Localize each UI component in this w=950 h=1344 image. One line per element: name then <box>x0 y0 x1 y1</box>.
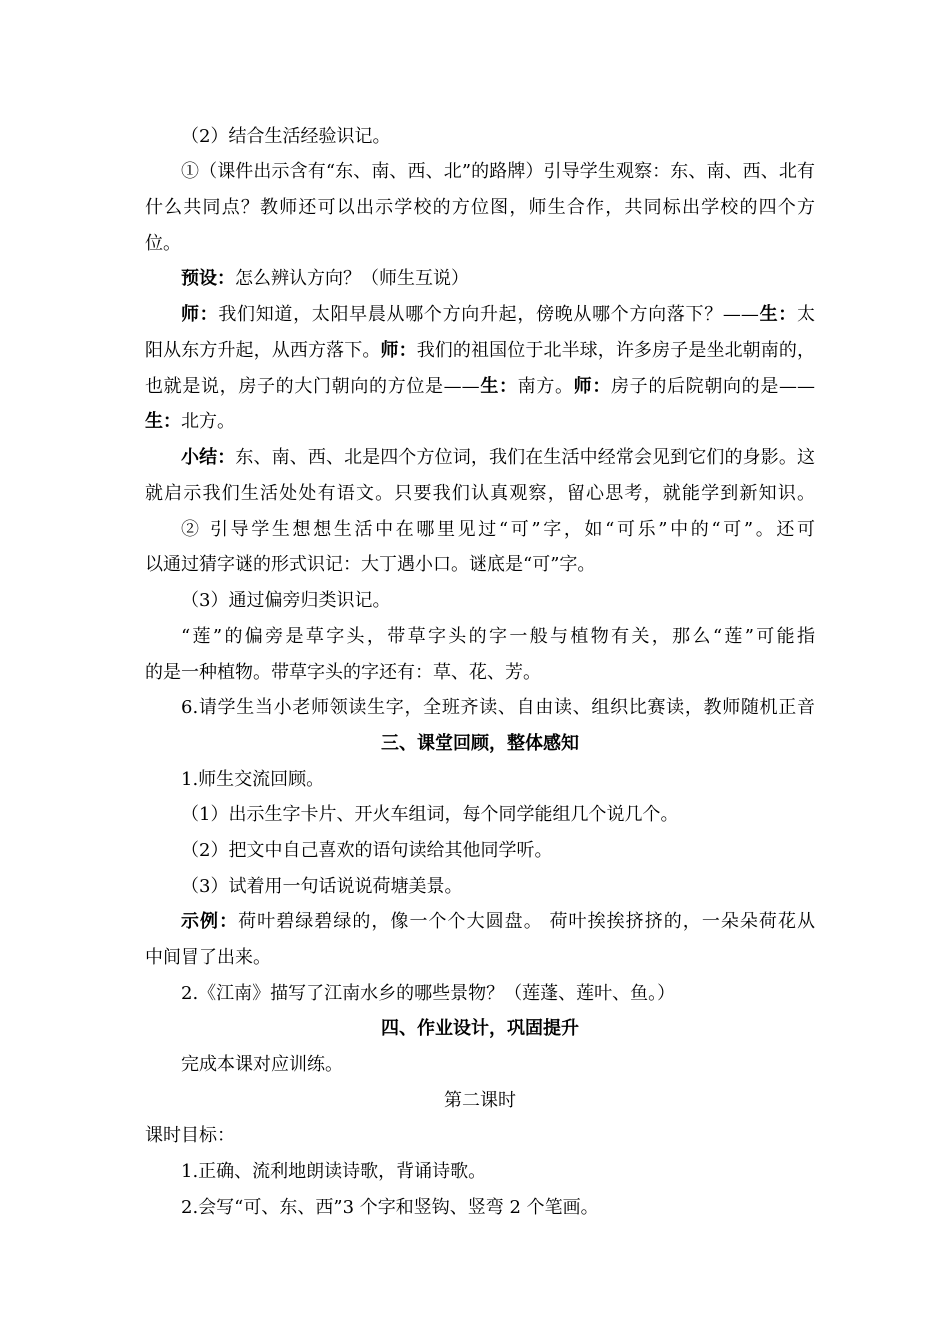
label-summary: 小结： <box>181 447 236 468</box>
paragraph-line: （1）出示生字卡片、开火车组词，每个同学能组几个说几个。 <box>181 804 679 825</box>
section-heading: 四、作业设计，巩固提升 <box>381 1018 579 1039</box>
dialogue-line: 阳从东方升起，从西方落下。师：我们的祖国位于北半球，许多房子是坐北朝南的， <box>145 340 816 361</box>
paragraph-line: 示例：荷叶碧绿碧绿的，像一个个大圆盘。 荷叶挨挨挤挤的，一朵朵荷花从 <box>181 911 816 932</box>
paragraph-line: 完成本课对应训练。 <box>181 1054 343 1075</box>
label-preset: 预设： <box>181 268 235 289</box>
dialogue-line: 师：我们知道，太阳早晨从哪个方向升起，傍晚从哪个方向落下？——生：太 <box>181 304 815 325</box>
label-teacher: 师： <box>380 340 417 361</box>
paragraph-line: 1.师生交流回顾。 <box>181 769 325 790</box>
paragraph-line: （2）把文中自己喜欢的语句读给其他同学听。 <box>181 840 553 861</box>
paragraph-line: 2.《江南》描写了江南水乡的哪些景物？（莲蓬、莲叶、鱼。） <box>181 983 676 1004</box>
lesson-heading: 第二课时 <box>444 1090 516 1111</box>
paragraph-line: 就启示我们生活处处有语文。只要我们认真观察，留心思考，就能学到新知识。 <box>145 483 815 504</box>
paragraph-line: ①（课件出示含有“东、南、西、北”的路牌）引导学生观察：东、南、西、北有 <box>181 161 815 182</box>
paragraph-line: 位。 <box>145 233 181 254</box>
paragraph-line: 1.正确、流利地朗读诗歌，背诵诗歌。 <box>181 1161 487 1182</box>
dialogue-line: 生：北方。 <box>145 411 235 432</box>
paragraph-line: （3）试着用一句话说说荷塘美景。 <box>181 876 463 897</box>
paragraph-line: 预设：怎么辨认方向？（师生互说） <box>181 268 469 289</box>
label-student: 生： <box>479 376 518 397</box>
paragraph-line: 中间冒了出来。 <box>145 947 271 968</box>
section-heading: 三、课堂回顾，整体感知 <box>381 733 579 754</box>
dialogue-line: 也就是说，房子的大门朝向的方位是——生：南方。师：房子的后院朝向的是—— <box>145 376 816 397</box>
paragraph-line: 6.请学生当小老师领读生字，全班齐读、自由读、组织比赛读，教师随机正音 <box>181 697 815 718</box>
paragraph-line: 2.会写“可、东、西”3 个字和竖钩、竖弯 2 个笔画。 <box>181 1197 599 1218</box>
paragraph-line: 课时目标： <box>145 1125 235 1146</box>
label-student: 生： <box>145 411 181 432</box>
label-example: 示例： <box>181 911 239 932</box>
label-teacher: 师： <box>573 376 612 397</box>
paragraph-line: 小结：东、南、西、北是四个方位词，我们在生活中经常会见到它们的身影。这 <box>181 447 816 468</box>
paragraph-line: （2）结合生活经验识记。 <box>181 126 391 147</box>
paragraph-line: 以通过猜字谜的形式识记：大丁遇小口。谜底是“可”字。 <box>145 554 596 575</box>
label-student: 生： <box>758 304 797 325</box>
paragraph-line: （3）通过偏旁归类识记。 <box>181 590 391 611</box>
label-teacher: 师： <box>181 304 219 325</box>
paragraph-line: “莲”的偏旁是草字头，带草字头的字一般与植物有关，那么“莲”可能指 <box>181 626 815 647</box>
paragraph-line: 的是一种植物。带草字头的字还有：草、花、芳。 <box>145 662 541 683</box>
paragraph-line: 什么共同点？教师还可以出示学校的方位图，师生合作，共同标出学校的四个方 <box>145 197 815 218</box>
paragraph-line: ② 引导学生想想生活中在哪里见过“可”字，如“可乐”中的“可”。还可 <box>181 519 815 540</box>
